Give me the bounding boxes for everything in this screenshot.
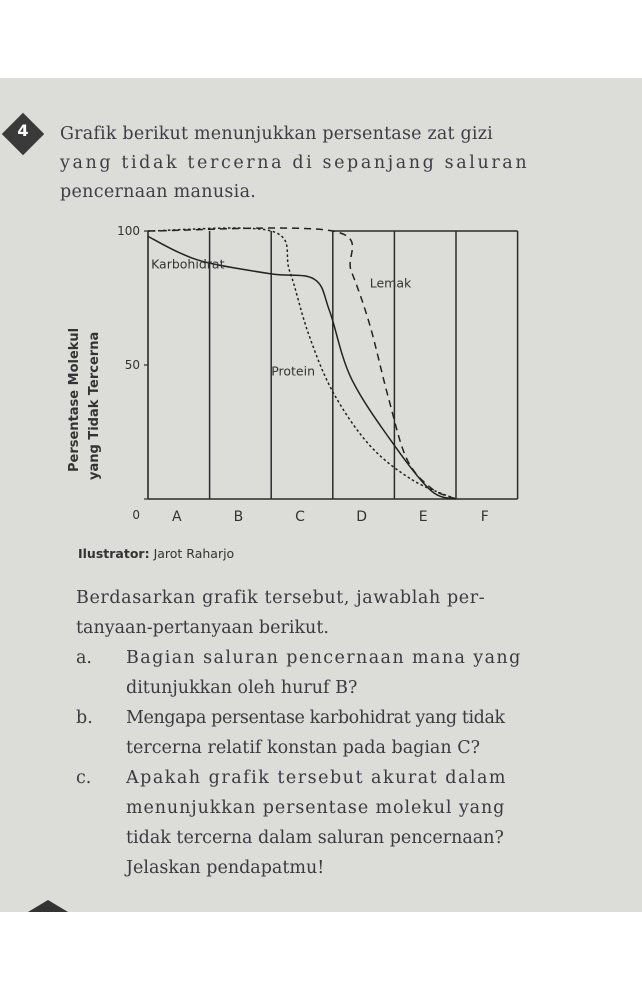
series-label-karbohidrat: Karbohidrat [151, 256, 225, 272]
illustrator-credit [78, 546, 234, 561]
x-tick-label-E: E [418, 509, 428, 525]
y-tick-label-50: 50 [124, 358, 140, 372]
sub-question-c-letter: c. [76, 768, 92, 788]
intro-line-1: Grafik berikut menunjukkan persentase zat gizi [60, 124, 493, 144]
illustrator-name: Jarot Raharjo [153, 546, 235, 561]
instruction [76, 583, 606, 643]
intro-line-2: yang tidak tercerna di sepanjang saluran [60, 153, 530, 173]
sub-question-c-line-4: Jelaskan pendapatmu! [126, 858, 325, 878]
y-tick-label-100: 100 [117, 224, 140, 238]
sub-question-c-line-3: tidak tercerna dalam saluran pencernaan? [126, 828, 504, 848]
sub-question-b-letter: b. [76, 708, 93, 728]
sub-question-c-line-2: menunjukkan persentase molekul yang [126, 798, 506, 818]
decorative-triangle [28, 900, 68, 912]
digestion-chart [60, 222, 540, 542]
question-intro [60, 120, 575, 207]
sub-question-a-line-1: Bagian saluran pencernaan mana yang [126, 648, 522, 668]
y-tick-label-0: 0 [132, 508, 140, 522]
x-tick-label-C: C [295, 509, 305, 525]
instruction-line-2: tanyaan-pertanyaan berikut. [76, 618, 329, 638]
sub-question-b-line-2: tercerna relatif konstan pada bagian C? [126, 738, 480, 758]
y-axis-title-line1: Persentase Molekul [67, 327, 82, 472]
series-label-protein: Protein [271, 363, 316, 379]
illustrator-label: Ilustrator: [78, 546, 150, 561]
x-tick-label-F: F [480, 509, 489, 525]
series-label-lemak: Lemak [369, 275, 412, 291]
x-tick-label-B: B [233, 509, 244, 525]
x-tick-label-D: D [356, 509, 367, 525]
sub-question-a-letter: a. [76, 648, 92, 668]
y-tick-labels [117, 224, 148, 522]
intro-line-3: pencernaan manusia. [60, 182, 257, 202]
sub-question-c-line-1: Apakah grafik tersebut akurat dalam [126, 768, 508, 788]
sub-question-a-line-2: ditunjukkan oleh huruf B? [126, 678, 358, 698]
instruction-line-1: Berdasarkan grafik tersebut, jawablah per- [76, 588, 486, 608]
x-tick-labels [172, 509, 489, 525]
y-axis-title-line2: yang Tidak Tercerna [87, 331, 102, 480]
x-tick-label-A: A [172, 509, 182, 525]
question-number: 4 [17, 121, 29, 140]
y-axis-title [67, 328, 102, 480]
sub-question-b-line-1: Mengapa persentase karbohidrat yang tidak [126, 708, 505, 728]
